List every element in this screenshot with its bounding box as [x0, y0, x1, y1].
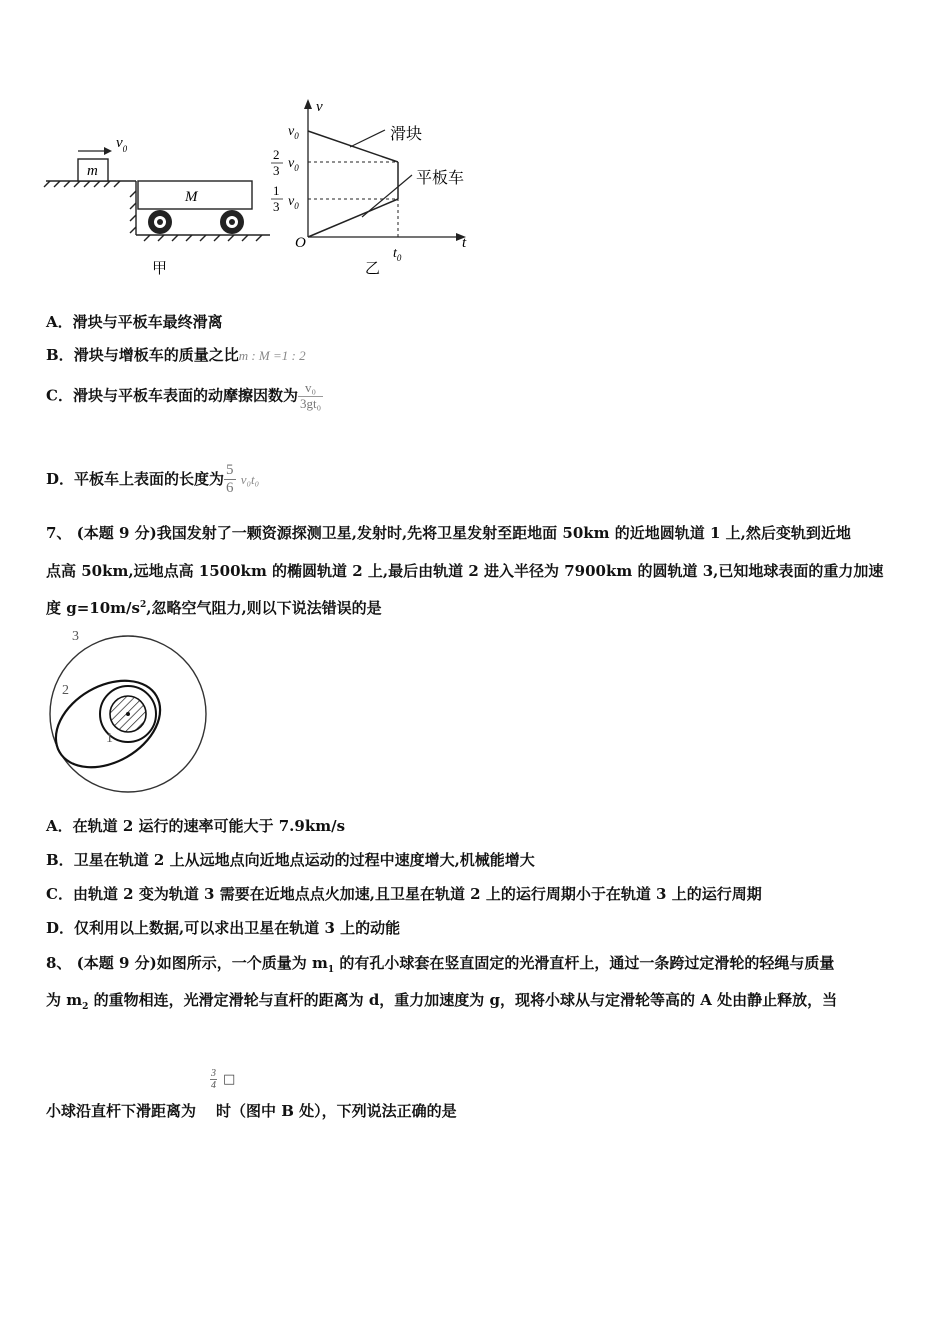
- block-m-label: m: [87, 163, 98, 179]
- friction-fraction: $\frac{\text{v₀}}{\text{3gt₀}}$: [299, 380, 322, 411]
- mass-ratio: m : M =1 : 2: [238, 348, 306, 363]
- q8-stem-line3: 小球沿直杆下滑距离为 时（图中 B 处），下列说法正确的是: [46, 1102, 457, 1120]
- cart-curve-label: 平板车: [416, 168, 465, 187]
- orbit-2: [44, 663, 175, 785]
- tick-one-third-den: 3: [273, 199, 280, 214]
- q8-stem-line1: 8、 (本题 9 分)如图所示，一个质量为 $m_1$ 的有孔小球套在竖直固定的光滑直杆上，通过一条跨过定滑轮的轻绳与质量: [46, 954, 835, 975]
- orbit-label-1: 1: [106, 731, 113, 746]
- q7-stem-line3: 度 $g=10m/s^2$,忽略空气阻力,则以下说法错误的是: [46, 599, 382, 617]
- figure-orbits: [44, 626, 214, 796]
- svg-text:v0: $v_0$: [288, 194, 299, 211]
- tick-two-thirds-num: 2: [273, 147, 280, 162]
- q6-option-b: B．滑块与增板车的质量之比m : M =1 : 2: [46, 346, 306, 364]
- length-fraction: $\frac{5}{6}$: [226, 462, 234, 497]
- tick-one-third-num: 1: [273, 183, 280, 198]
- q6-option-d: D．平板车上表面的长度为 $\frac{5}{6}$ v₀t₀: [46, 462, 260, 497]
- svg-text:v0: $v_0$: [288, 156, 299, 173]
- q6-option-a: A．滑块与平板车最终滑离: [46, 313, 223, 331]
- slider-label: 滑块: [390, 124, 423, 143]
- x-axis-label: t: [462, 235, 467, 251]
- slider-curve: [308, 131, 398, 162]
- cart-curve: [308, 199, 398, 237]
- caption-jia: 甲: [152, 259, 168, 277]
- tick-two-thirds-den: 3: [273, 163, 280, 178]
- q6-option-c: C．滑块与平板车表面的动摩擦因数为 $\frac{\text{v₀}}{\text{3gt₀}}$: [46, 380, 322, 411]
- orbit-label-2: 2: [62, 683, 69, 698]
- q7-option-a: A．在轨道 2 运行的速率可能大于 7.9km/s: [46, 817, 346, 835]
- origin-label: O: [295, 235, 306, 251]
- vt-graph: [271, 99, 467, 277]
- q7-stem-line1: 7、 (本题 9 分)我国发射了一颗资源探测卫星,发射时,先将卫星发射至距地面 50km 的近地圆轨道 1 上,然后变轨到近地: [46, 524, 851, 542]
- wheel-right: [220, 210, 244, 234]
- q8-stem-line2: 为 $m_2$ 的重物相连，光滑定滑轮与直杆的距离为 d，重力加速度为 g，现将小球从与定滑轮等高的 A 处由静止释放，当: [46, 991, 838, 1012]
- cart-label: M: [185, 189, 198, 205]
- t0-label: $t_0$: [393, 246, 402, 263]
- orbit-label-3: 3: [72, 629, 79, 644]
- velocity-label: $v_0$: [116, 135, 128, 154]
- q8-missing-symbol: □: [223, 1072, 236, 1087]
- q8-distance-fraction: 3 4: [211, 1068, 216, 1091]
- q7-option-d: D．仅利用以上数据,可以求出卫星在轨道 3 上的动能: [46, 919, 401, 937]
- wheel-left: [148, 210, 172, 234]
- q7-stem-line2: 点高 50km,远地点高 1500km 的椭圆轨道 2 上,最后由轨道 2 进入半径为 7900km 的圆轨道 3,已知地球表面的重力加速: [46, 562, 884, 580]
- y-axis-label: v: [316, 99, 323, 115]
- figure-cart-and-graph: [40, 95, 490, 285]
- tick-v0: $v_0$: [288, 124, 299, 141]
- q7-option-c: C．由轨道 2 变为轨道 3 需要在近地点点火加速,且卫星在轨道 2 上的运行周期小于在轨道 3 上的运行周期: [46, 885, 762, 903]
- caption-yi: 乙: [365, 259, 381, 277]
- q7-option-b: B．卫星在轨道 2 上从远地点向近地点运动的过程中速度增大,机械能增大: [46, 851, 535, 869]
